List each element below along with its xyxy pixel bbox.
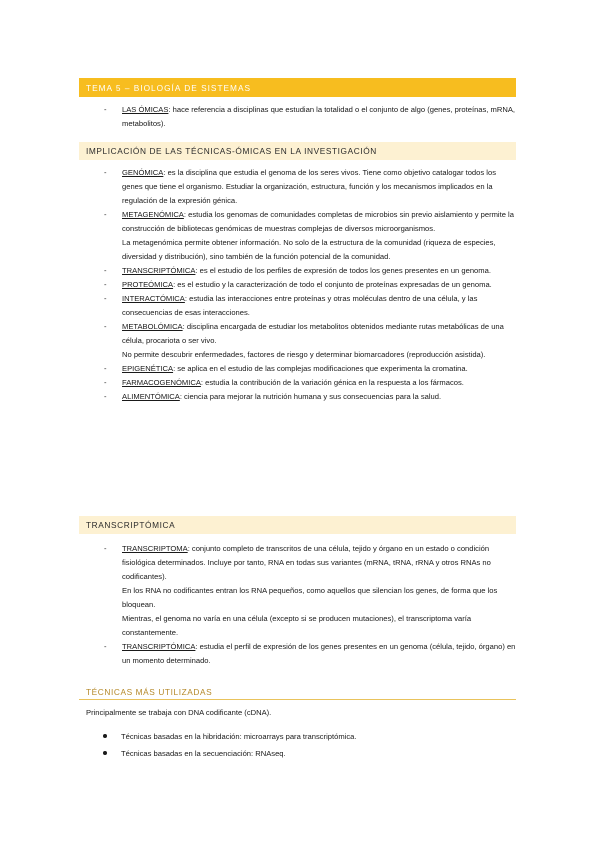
item-extra: No permite descubrir enfermedades, factores de riesgo y determinar biomarcadores (reproducción asistida). [122,350,486,359]
item-term: PROTEÓMICA [122,280,174,289]
list-item: - INTERACTÓMICA: estudia las interacciones entre proteínas y otras moléculas dentro de una célula, y las consecuencias de esas interacciones. [104,294,478,317]
item-text: : hace referencia a disciplinas que estudian la totalidad o el conjunto de algo (genes, proteínas, mRNA, metabolitos). [122,105,515,128]
section-heading-implicacion [79,142,516,160]
section-heading-transcriptomica [79,516,516,534]
bullet-text: Técnicas basadas en la hibridación: microarrays para transcriptómica. [121,732,357,741]
item-term: LAS ÓMICAS [122,105,169,114]
item-text: : es el estudio de los perfiles de expresión de todos los genes presentes en un genoma. [195,266,491,275]
item-text: : es el estudio y la caracterización de todo el conjunto de proteínas expresadas de un genoma. [173,280,492,289]
bullet-text: Técnicas basadas en la secuenciación: RNAseq. [121,749,286,758]
item-extra: La metagenómica permite obtener información. No solo de la estructura de la comunidad (riqueza de especies, diversidad y distribución), sino también de la función potencial de la comunidad. [122,238,496,261]
item-term: INTERACTÓMICA [122,294,185,303]
bullet-item [0,745,600,762]
section-title: TRANSCRIPTÓMICA [86,520,176,530]
list-item: - FARMACOGENÓMICA: estudia la contribución de la variación génica en la respuesta a los fármacos. [104,378,464,387]
item-term: METABOLÓMICA [122,322,183,331]
bullet-dot-icon [103,751,107,755]
item-term: METAGENÓMICA [122,210,184,219]
item-extra: En los RNA no codificantes entran los RNA pequeños, como aquellos que silencian los genes, de forma que los bloquean. [122,586,498,609]
section-title: IMPLICACIÓN DE LAS TÉCNICAS-ÓMICAS EN LA INVESTIGACIÓN [86,146,377,156]
item-text: : estudia el perfil de expresión de los genes presentes en un genoma (célula, tejido, órgano) en un momento determinado. [122,642,516,665]
list-item: - METABOLÓMICA: disciplina encargada de estudiar los metabolitos obtenidos mediante rutas metabólicas de una célula, procariota o ser vivo. No permite descubrir enfermedades, factores de riesgo y determinar biomarcadores (reproducción asistida). [0,320,600,362]
topic-title: TEMA 5 – BIOLOGÍA DE SISTEMAS [86,82,252,93]
item-extra: Mientras, el genoma no varía en una célula (excepto si se producen mutaciones), el transcriptoma varía constantemente. [122,614,472,637]
item-term: ALIMENTÓMICA [122,392,180,401]
list-item: - METAGENÓMICA: estudia los genomas de comunidades completas de microbios sin previo aislamiento y permite la construcción de bibliotecas genómicas de muestras complejas de diversos microorganismos. La metagenómica permite obtener información. No solo de la estructura de la comunidad (riqueza de especies, diversidad y distribución), sino también de la función potencial de la comunidad. [0,208,600,264]
topic-title-band [79,78,516,97]
list-item: - EPIGENÉTICA: se aplica en el estudio de las complejas modificaciones que experimenta la cromatina. [104,364,468,373]
item-term: TRANSCRIPTOMA [122,544,188,553]
item-term: EPIGENÉTICA [122,364,174,373]
item-text: : estudia las interacciones entre proteínas y otras moléculas dentro de una célula, y las consecuencias de esas interacciones. [122,294,478,317]
item-text: : estudia la contribución de la variación génica en la respuesta a los fármacos. [200,378,464,387]
item-term: TRANSCRIPTÓMICA [122,266,196,275]
item-text: : conjunto completo de transcritos de una célula, tejido y órgano en un estado o condición fisiológica determinados. Incluye por tanto, RNA en todas sus variantes (mRNA, tRNA, rRNA y otros RNAs no codificantes). [122,544,491,581]
bullet-dot-icon [103,734,107,738]
item-text: : estudia los genomas de comunidades completas de microbios sin previo aislamiento y permite la construcción de bibliotecas genómicas de muestras complejas de diversos microorganismos. [122,210,514,233]
list-item: - LAS ÓMICAS: hace referencia a disciplinas que estudian la totalidad o el conjunto de algo (genes, proteínas, mRNA, metabolitos). [104,105,515,128]
section-heading-tecnicas [79,684,516,700]
item-term: GENÓMICA [122,168,164,177]
list-item: - ALIMENTÓMICA: ciencia para mejorar la nutrición humana y sus consecuencias para la salud. [104,392,442,401]
tecnicas-intro: Principalmente se trabaja con DNA codificante (cDNA). [86,708,272,717]
item-term: TRANSCRIPTÓMICA [122,642,196,651]
bullet-item [0,728,600,745]
item-text: : disciplina encargada de estudiar los metabolitos obtenidos mediante rutas metabólicas de una célula, procariota o ser vivo. [122,322,504,345]
list-item: - TRANSCRIPTOMA: conjunto completo de transcritos de una célula, tejido y órgano en un estado o condición fisiológica determinados. Incluye por tanto, RNA en todas sus variantes (mRNA, tRNA, rRNA y otros RNAs no codificantes). En los RNA no codificantes entran los RNA pequeños, como aquellos que silencian los genes, de forma que los bloquean. Mientras, el genoma no varía en una célula (excepto si se producen mutaciones), el transcriptoma varía constantemente. [0,542,600,640]
item-text: : se aplica en el estudio de las complejas modificaciones que experimenta la cromatina. [173,364,468,373]
list-item: - PROTEÓMICA: es el estudio y la caracterización de todo el conjunto de proteínas expresadas de un genoma. [104,280,492,289]
intro-list [0,103,600,131]
item-text: : ciencia para mejorar la nutrición humana y sus consecuencias para la salud. [179,392,442,401]
list-item: - TRANSCRIPTÓMICA: estudia el perfil de expresión de los genes presentes en un genoma (célula, tejido, órgano) en un momento determinado. [104,642,516,665]
implicacion-list [0,166,600,404]
list-item: - GENÓMICA: es la disciplina que estudia el genoma de los seres vivos. Tiene como objetivo catalogar todos los genes que tiene el organismo. Estudiar la organización, estructura, función y los mecanismos implicados en la regulación de la expresión génica. [104,168,496,205]
list-item: - TRANSCRIPTÓMICA: es el estudio de los perfiles de expresión de todos los genes presentes en un genoma. [104,266,491,275]
item-text: : es la disciplina que estudia el genoma de los seres vivos. Tiene como objetivo catalogar todos los genes que tiene el organismo. Estudiar la organización, estructura, función y los mecanismos implicados en la regulación de la expresión génica. [122,168,496,205]
tecnicas-bullets [0,728,600,762]
transcriptomica-list [0,542,600,668]
item-term: FARMACOGENÓMICA [122,378,201,387]
section-title: TÉCNICAS MÁS UTILIZADAS [86,686,213,697]
